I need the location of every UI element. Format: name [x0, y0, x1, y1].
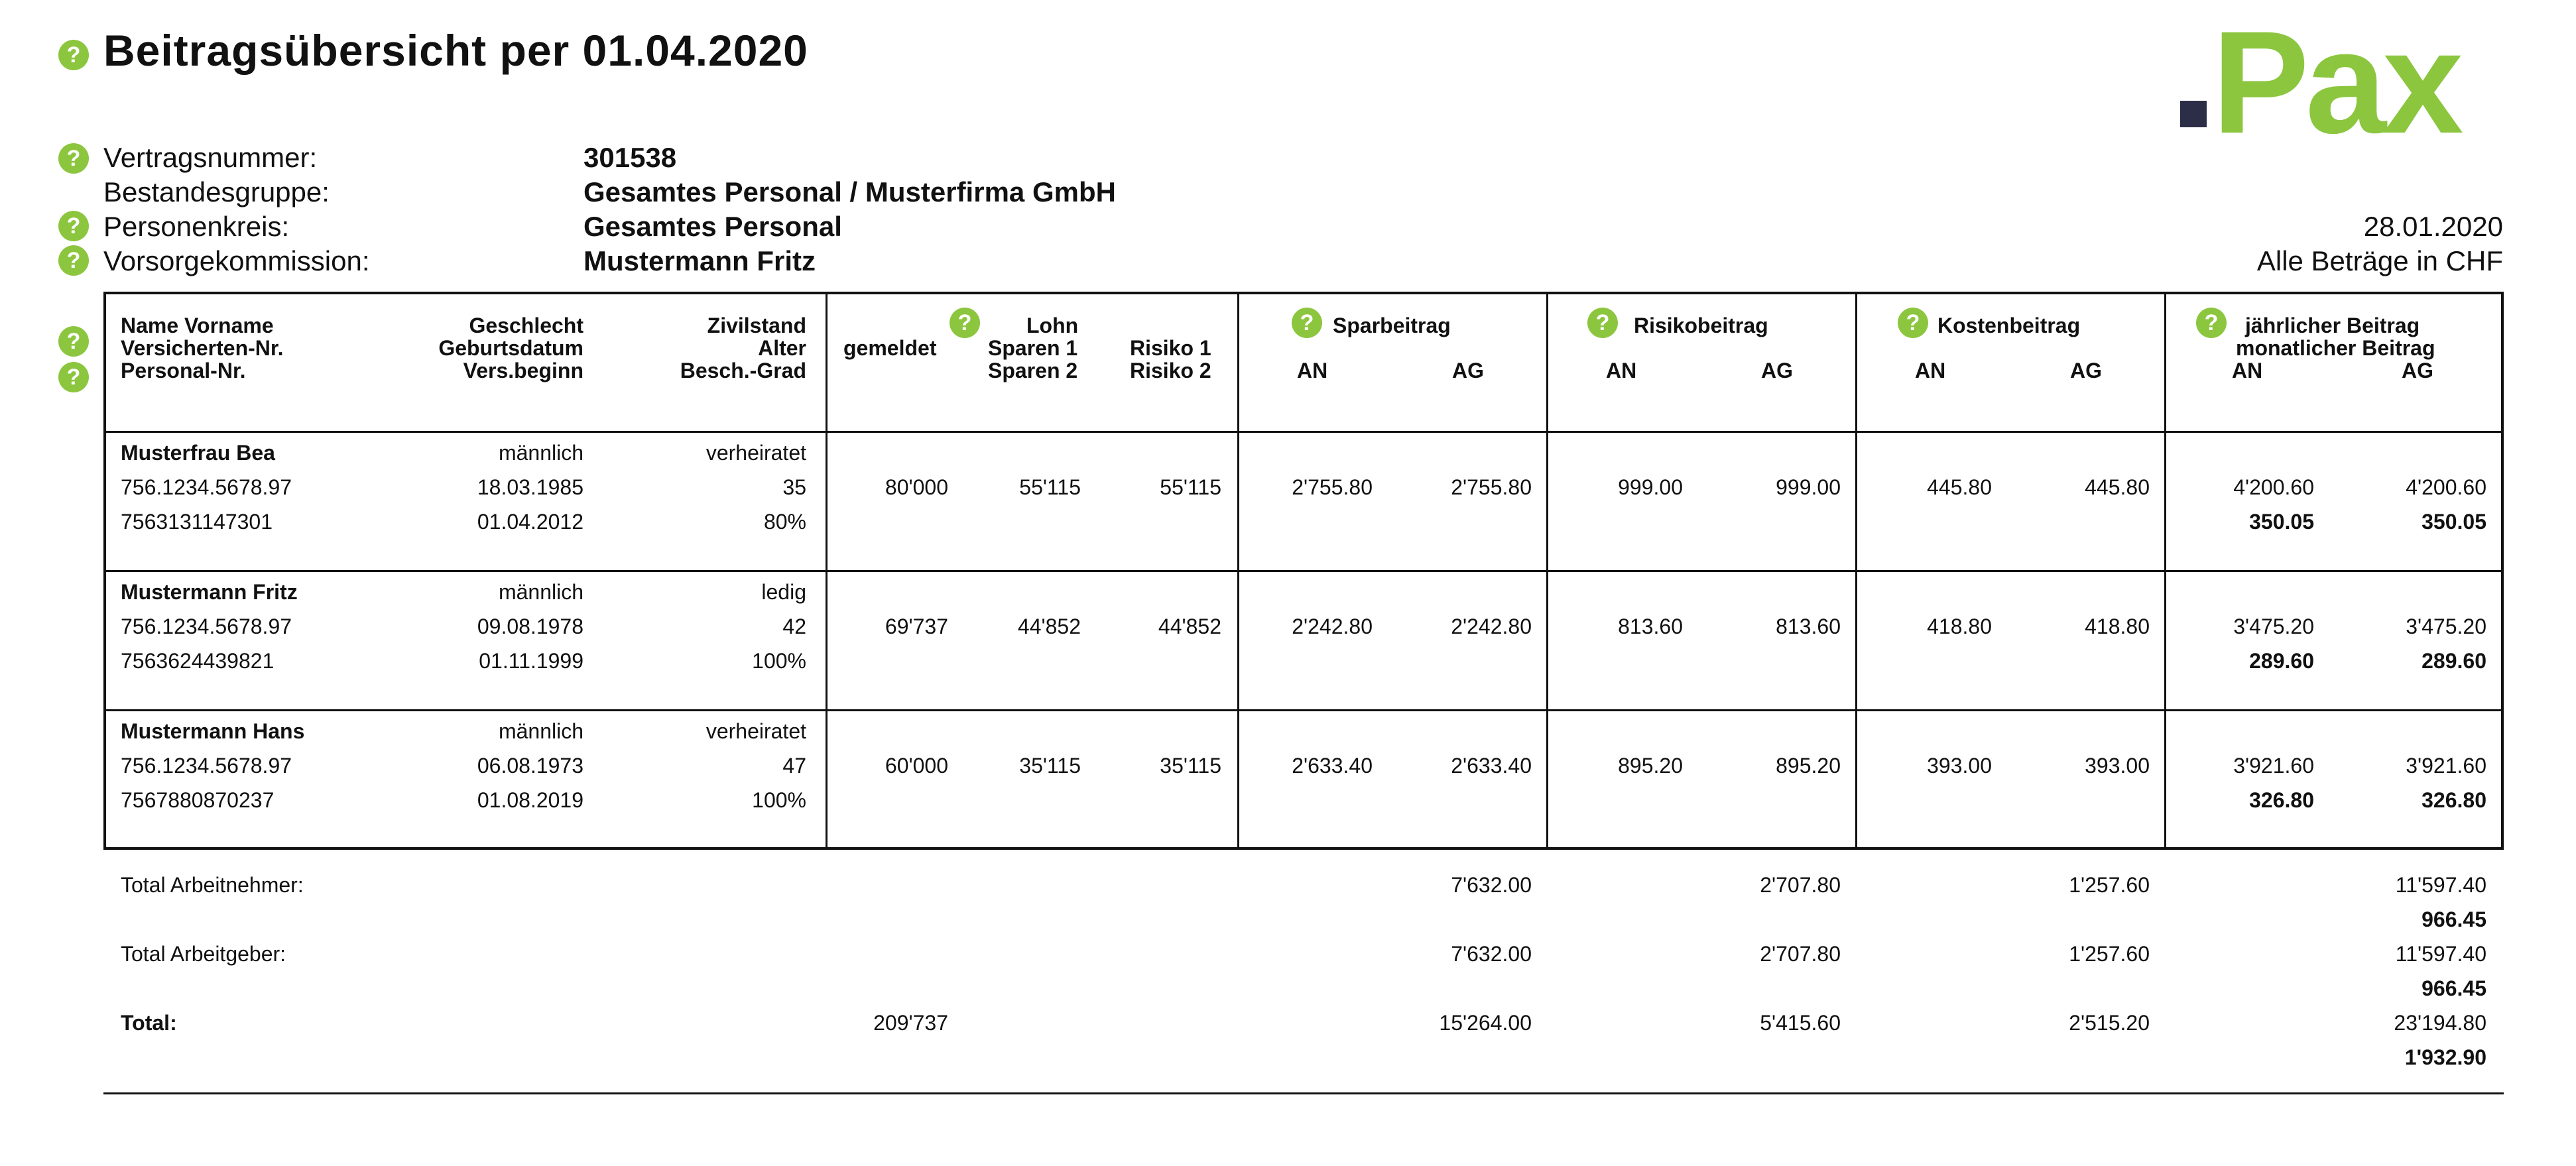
cell-ris-ag: 895.20 — [1776, 754, 1841, 778]
row-divider — [106, 431, 2501, 433]
cell-jahr-an: 3'475.20 — [2233, 614, 2314, 638]
personenkreis-label: Personenkreis: — [103, 211, 290, 242]
header-jahr-ag: AG — [2402, 359, 2433, 382]
cell-mon-an: 350.05 — [2249, 510, 2314, 534]
cell-mon-an: 289.60 — [2249, 649, 2314, 673]
cell-zivilstand: verheiratet — [705, 719, 806, 743]
total-an-jahr: 11'597.40 — [2395, 873, 2486, 897]
cell-kost-an: 445.80 — [1927, 475, 1992, 499]
cell-spar-ag: 2'755.80 — [1451, 475, 1532, 499]
total-mon: 1'932.90 — [2404, 1045, 2486, 1069]
header-monat: monatlicher Beitrag — [2236, 336, 2435, 360]
cell-alter: 47 — [782, 754, 806, 778]
bestandesgruppe-label: Bestandesgruppe: — [103, 176, 330, 207]
vorsorgekommission-value: Mustermann Fritz — [583, 245, 816, 276]
cell-ris-ag: 999.00 — [1776, 475, 1841, 499]
cell-jahr-ag: 3'475.20 — [2406, 614, 2486, 638]
header-risiko-ag: AG — [1761, 359, 1793, 382]
report-date: 28.01.2020 — [2363, 211, 2503, 242]
cell-name: Mustermann Hans — [121, 719, 305, 743]
cell-name: Musterfrau Bea — [121, 441, 275, 465]
cell-risiko: 55'115 — [1160, 475, 1221, 499]
cell-spar-ag: 2'633.40 — [1451, 754, 1532, 778]
cell-alter: 35 — [782, 475, 806, 499]
cell-alter: 42 — [782, 614, 806, 638]
help-icon[interactable]: ? — [1587, 308, 1618, 338]
total-an-label: Total Arbeitnehmer: — [121, 873, 304, 897]
total-ag-spar: 7'632.00 — [1451, 942, 1532, 966]
help-icon[interactable]: ? — [58, 143, 89, 174]
cell-spar-ag: 2'242.80 — [1451, 614, 1532, 638]
cell-versbeginn: 01.11.1999 — [479, 649, 583, 673]
header-name: Name Vorname Versicherten-Nr. Personal-Nr. — [121, 314, 284, 382]
logo-dot — [2180, 101, 2207, 127]
header-spar-ag: AG — [1452, 359, 1484, 382]
total-ag-label: Total Arbeitgeber: — [121, 942, 286, 966]
header-jahr: jährlicher Beitrag — [2245, 314, 2420, 337]
total-an-mon: 966.45 — [2422, 907, 2486, 931]
footer-rule — [103, 1092, 2504, 1094]
cell-versbeginn: 01.08.2019 — [477, 788, 583, 812]
row-divider — [106, 709, 2501, 711]
cell-mon-ag: 326.80 — [2422, 788, 2486, 812]
bestandesgruppe-value: Gesamtes Personal / Musterfirma GmbH — [583, 176, 1116, 207]
header-lohn-sparen: Sparen 1 Sparen 2 — [988, 336, 1078, 382]
cell-ris-an: 813.60 — [1618, 614, 1683, 638]
header-lohn-risiko: Risiko 1 Risiko 2 — [1130, 336, 1211, 382]
cell-gemeldet: 69'737 — [885, 614, 948, 638]
cell-ris-ag: 813.60 — [1776, 614, 1841, 638]
header-gemeldet: gemeldet — [843, 336, 937, 360]
total-ag-jahr: 11'597.40 — [2395, 942, 2486, 966]
cell-sparen: 35'115 — [1019, 754, 1081, 778]
cell-geschlecht: männlich — [498, 441, 583, 465]
cell-kost-an: 418.80 — [1927, 614, 1992, 638]
help-icon[interactable]: ? — [58, 245, 89, 276]
vertragsnummer-label: Vertragsnummer: — [103, 142, 318, 173]
cell-kost-an: 393.00 — [1927, 754, 1992, 778]
cell-spar-an: 2'755.80 — [1292, 475, 1373, 499]
cell-versbeginn: 01.04.2012 — [477, 510, 583, 534]
help-icon[interactable]: ? — [58, 211, 89, 241]
cell-jahr-an: 3'921.60 — [2233, 754, 2314, 778]
header-spar-an: AN — [1297, 359, 1328, 382]
pax-logo — [2175, 1, 2493, 164]
header-kostenbeitrag: Kostenbeitrag — [1937, 314, 2081, 337]
cell-versnr: 756.1234.5678.97 — [121, 754, 292, 778]
help-icon[interactable]: ? — [1292, 308, 1322, 338]
cell-spar-an: 2'633.40 — [1292, 754, 1373, 778]
total-label: Total: — [121, 1011, 177, 1035]
cell-geburt: 18.03.1985 — [477, 475, 583, 499]
cell-mon-ag: 289.60 — [2422, 649, 2486, 673]
help-icon[interactable]: ? — [58, 326, 89, 357]
cell-geschlecht: männlich — [498, 580, 583, 604]
header-risikobeitrag: Risikobeitrag — [1634, 314, 1768, 337]
cell-risiko: 44'852 — [1158, 614, 1221, 638]
cell-persnr: 7563624439821 — [121, 649, 275, 673]
cell-mon-ag: 350.05 — [2422, 510, 2486, 534]
cell-jahr-ag: 3'921.60 — [2406, 754, 2486, 778]
help-icon[interactable]: ? — [1898, 308, 1928, 338]
total-ag-mon: 966.45 — [2422, 976, 2486, 1000]
page-title: Beitragsübersicht per 01.04.2020 — [103, 26, 808, 75]
cell-persnr: 7563131147301 — [121, 510, 273, 534]
total-gemeldet: 209'737 — [873, 1011, 948, 1035]
cell-geburt: 06.08.1973 — [477, 754, 583, 778]
total-risiko: 5'415.60 — [1760, 1011, 1841, 1035]
cell-kost-ag: 418.80 — [2085, 614, 2150, 638]
cell-ris-an: 895.20 — [1618, 754, 1683, 778]
header-kosten-an: AN — [1915, 359, 1946, 382]
cell-jahr-ag: 4'200.60 — [2406, 475, 2486, 499]
cell-zivilstand: ledig — [761, 580, 806, 604]
cell-mon-an: 326.80 — [2249, 788, 2314, 812]
cell-versnr: 756.1234.5678.97 — [121, 614, 292, 638]
cell-ris-an: 999.00 — [1618, 475, 1683, 499]
cell-risiko: 35'115 — [1160, 754, 1221, 778]
cell-persnr: 7567880870237 — [121, 788, 275, 812]
cell-jahr-an: 4'200.60 — [2233, 475, 2314, 499]
header-zivilstand: Zivilstand Alter Besch.-Grad — [680, 314, 806, 382]
cell-sparen: 44'852 — [1017, 614, 1081, 638]
cell-spar-an: 2'242.80 — [1292, 614, 1373, 638]
cell-zivilstand: verheiratet — [705, 441, 806, 465]
cell-kost-ag: 393.00 — [2085, 754, 2150, 778]
cell-name: Mustermann Fritz — [121, 580, 298, 604]
header-lohn: Lohn — [1026, 314, 1079, 337]
cell-geburt: 09.08.1978 — [477, 614, 583, 638]
total-jahr: 23'194.80 — [2394, 1011, 2486, 1035]
cell-grad: 100% — [752, 649, 806, 673]
total-kosten: 2'515.20 — [2069, 1011, 2150, 1035]
help-icon[interactable]: ? — [58, 40, 89, 70]
total-an-risiko: 2'707.80 — [1760, 873, 1841, 897]
cell-gemeldet: 60'000 — [885, 754, 948, 778]
cell-grad: 100% — [752, 788, 806, 812]
help-icon[interactable]: ? — [2196, 308, 2227, 338]
logo-text: Pax — [2212, 1, 2460, 164]
cell-versnr: 756.1234.5678.97 — [121, 475, 292, 499]
header-sparbeitrag: Sparbeitrag — [1333, 314, 1451, 337]
personenkreis-value: Gesamtes Personal — [583, 211, 842, 242]
cell-kost-ag: 445.80 — [2085, 475, 2150, 499]
total-spar: 15'264.00 — [1439, 1011, 1532, 1035]
total-ag-risiko: 2'707.80 — [1760, 942, 1841, 966]
cell-geschlecht: männlich — [498, 719, 583, 743]
total-an-spar: 7'632.00 — [1451, 873, 1532, 897]
currency-note: Alle Beträge in CHF — [2256, 245, 2503, 276]
header-geschlecht: Geschlecht Geburtsdatum Vers.beginn — [438, 314, 583, 382]
cell-grad: 80% — [763, 510, 806, 534]
help-icon[interactable]: ? — [950, 308, 980, 338]
cell-sparen: 55'115 — [1019, 475, 1081, 499]
vorsorgekommission-label: Vorsorgekommission: — [103, 245, 370, 276]
help-icon[interactable]: ? — [58, 362, 89, 392]
header-kosten-ag: AG — [2070, 359, 2102, 382]
header-risiko-an: AN — [1606, 359, 1637, 382]
total-an-kosten: 1'257.60 — [2069, 873, 2150, 897]
total-ag-kosten: 1'257.60 — [2069, 942, 2150, 966]
cell-gemeldet: 80'000 — [885, 475, 948, 499]
header-jahr-an: AN — [2232, 359, 2263, 382]
vertragsnummer-value: 301538 — [583, 142, 677, 173]
row-divider — [106, 570, 2501, 572]
